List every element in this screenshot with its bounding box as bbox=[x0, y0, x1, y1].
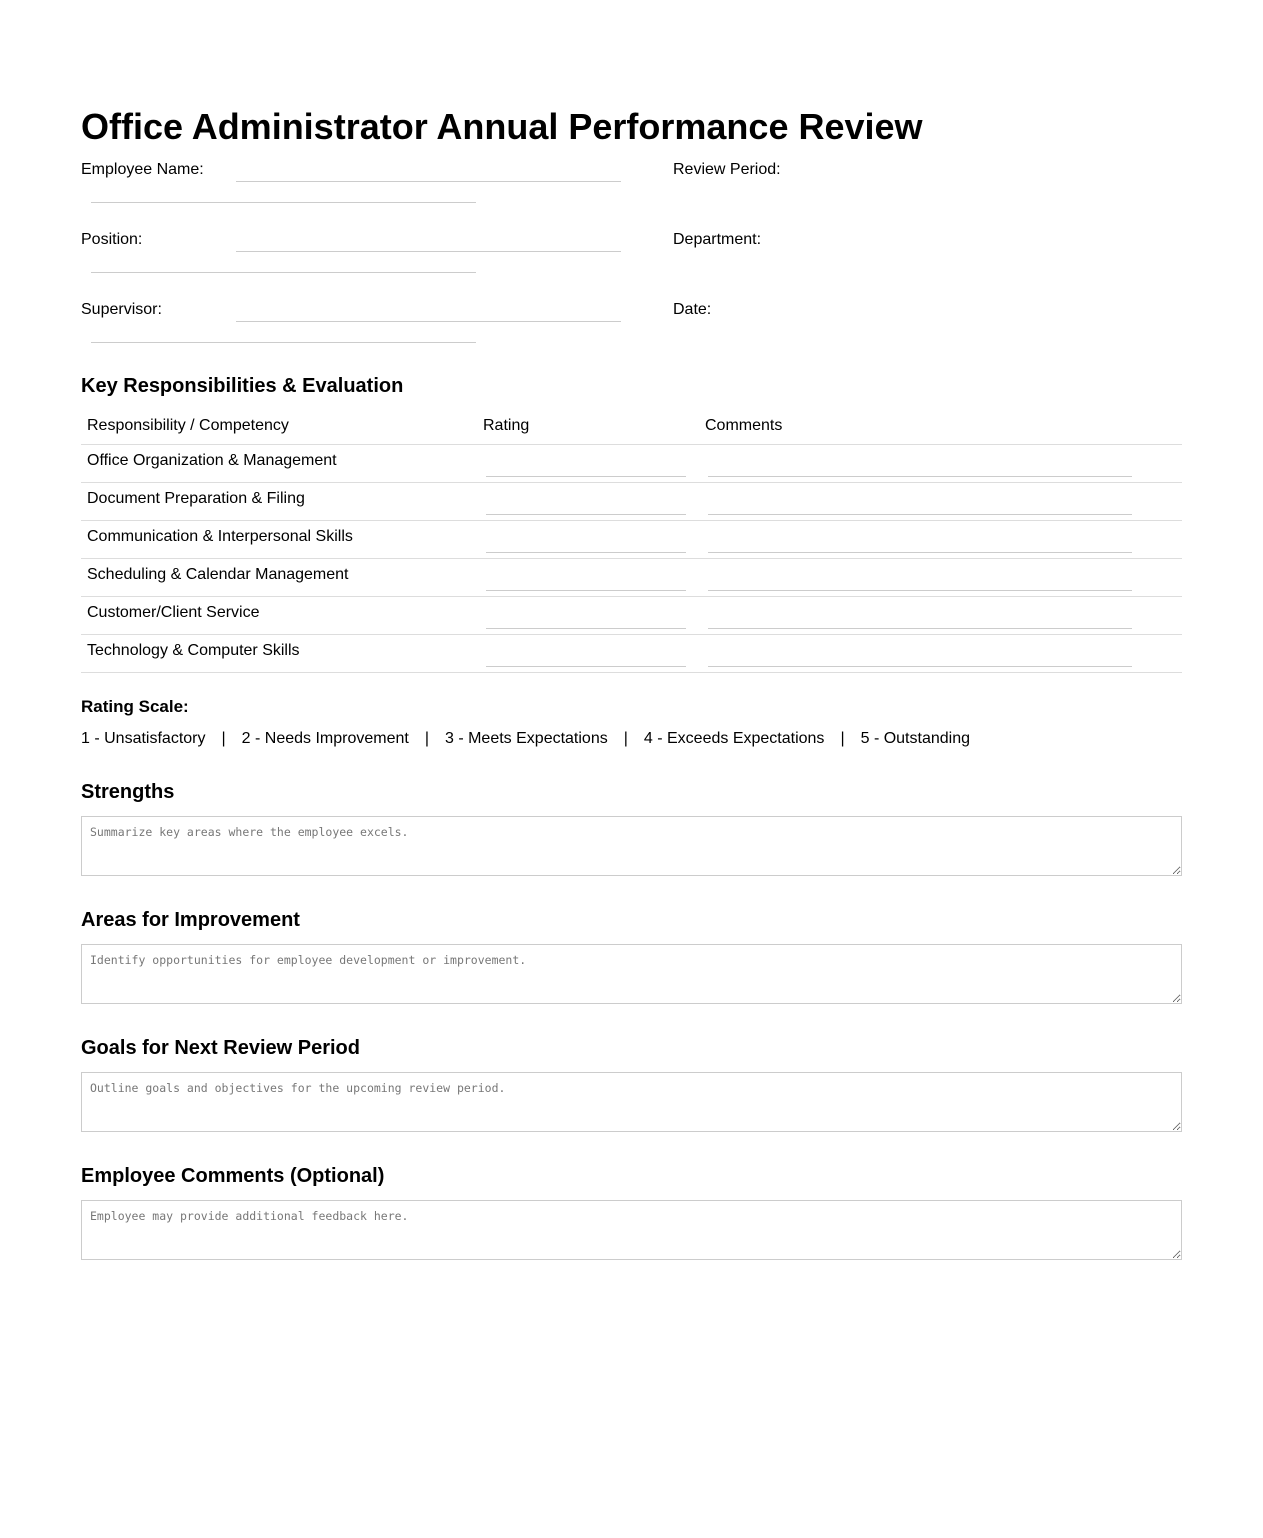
comments-input[interactable] bbox=[708, 608, 1132, 629]
review-period-input[interactable] bbox=[91, 180, 476, 203]
rating-scale-item: 1 - Unsatisfactory bbox=[81, 730, 206, 747]
separator: | bbox=[623, 730, 628, 747]
goals-textarea[interactable] bbox=[81, 1072, 1182, 1132]
rating-scale-legend bbox=[81, 729, 970, 749]
field-row-supervisor bbox=[81, 299, 1182, 369]
competency-label: Customer/Client Service bbox=[87, 603, 260, 621]
column-header-comments: Comments bbox=[699, 408, 1182, 445]
review-period-label: Review Period: bbox=[673, 161, 781, 178]
goals-heading: Goals for Next Review Period bbox=[81, 1037, 360, 1059]
rating-scale-title: Rating Scale: bbox=[81, 697, 189, 716]
rating-input[interactable] bbox=[486, 456, 686, 477]
supervisor-input[interactable] bbox=[236, 299, 621, 322]
rating-scale-item: 5 - Outstanding bbox=[860, 730, 970, 747]
table-row bbox=[81, 445, 1182, 483]
date-input[interactable] bbox=[91, 320, 476, 343]
evaluation-heading: Key Responsibilities & Evaluation bbox=[81, 375, 404, 397]
comments-input[interactable] bbox=[708, 494, 1132, 515]
department-input[interactable] bbox=[91, 250, 476, 273]
competency-label: Document Preparation & Filing bbox=[87, 489, 305, 507]
table-header-row bbox=[81, 408, 1182, 445]
table-row bbox=[81, 521, 1182, 559]
column-header-rating: Rating bbox=[477, 408, 699, 445]
field-row-position bbox=[81, 229, 1182, 299]
rating-input[interactable] bbox=[486, 494, 686, 515]
comments-input[interactable] bbox=[708, 646, 1132, 667]
employee-name-label: Employee Name: bbox=[81, 161, 204, 178]
competency-label: Communication & Interpersonal Skills bbox=[87, 527, 353, 545]
separator: | bbox=[221, 730, 226, 747]
employee-name-input[interactable] bbox=[236, 159, 621, 182]
rating-input[interactable] bbox=[486, 608, 686, 629]
table-row bbox=[81, 483, 1182, 521]
supervisor-label: Supervisor: bbox=[81, 301, 162, 318]
employee-comments-heading: Employee Comments (Optional) bbox=[81, 1165, 385, 1187]
position-input[interactable] bbox=[236, 229, 621, 252]
page-title: Office Administrator Annual Performance Review bbox=[81, 106, 923, 147]
competency-label: Scheduling & Calendar Management bbox=[87, 565, 349, 583]
separator: | bbox=[424, 730, 429, 747]
improvement-heading: Areas for Improvement bbox=[81, 909, 300, 931]
position-label: Position: bbox=[81, 231, 143, 248]
rating-input[interactable] bbox=[486, 570, 686, 591]
rating-scale-item: 3 - Meets Expectations bbox=[444, 730, 608, 747]
competency-label: Technology & Computer Skills bbox=[87, 641, 300, 659]
rating-input[interactable] bbox=[486, 646, 686, 667]
field-row-employee bbox=[81, 159, 1182, 229]
comments-input[interactable] bbox=[708, 532, 1132, 553]
separator: | bbox=[840, 730, 845, 747]
employee-comments-textarea[interactable] bbox=[81, 1200, 1182, 1260]
improvement-textarea[interactable] bbox=[81, 944, 1182, 1004]
column-header-competency: Responsibility / Competency bbox=[81, 408, 477, 445]
table-row bbox=[81, 597, 1182, 635]
table-row bbox=[81, 559, 1182, 597]
comments-input[interactable] bbox=[708, 570, 1132, 591]
competency-label: Office Organization & Management bbox=[87, 451, 337, 469]
comments-input[interactable] bbox=[708, 456, 1132, 477]
rating-input[interactable] bbox=[486, 532, 686, 553]
table-row bbox=[81, 635, 1182, 673]
rating-scale-item: 2 - Needs Improvement bbox=[241, 730, 409, 747]
strengths-textarea[interactable] bbox=[81, 816, 1182, 876]
department-label: Department: bbox=[673, 231, 762, 248]
date-label: Date: bbox=[673, 301, 712, 318]
rating-scale-item: 4 - Exceeds Expectations bbox=[643, 730, 825, 747]
evaluation-table bbox=[81, 408, 1182, 673]
strengths-heading: Strengths bbox=[81, 781, 175, 803]
